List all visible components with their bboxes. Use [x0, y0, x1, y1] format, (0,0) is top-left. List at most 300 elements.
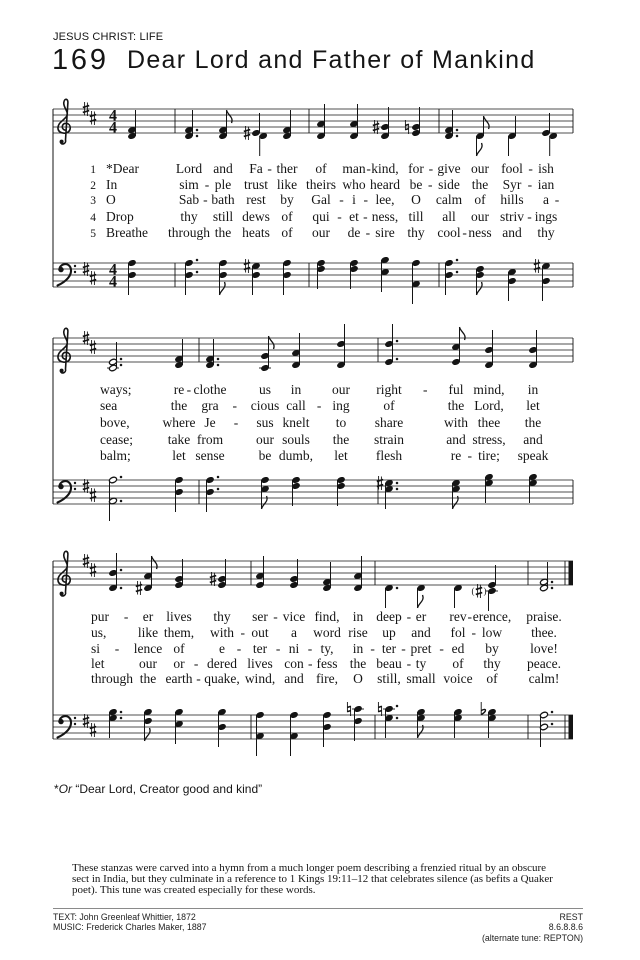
lyric-syllable: ser: [252, 609, 268, 624]
verse-1-line: [91, 609, 562, 624]
sharp-icon: [90, 563, 96, 577]
lyric-syllable: dered: [207, 656, 237, 671]
treble-chord: [210, 559, 227, 589]
lyric-syllable: low: [481, 625, 503, 640]
augmentation-dot: [196, 259, 199, 262]
lyric-syllable: ter: [252, 641, 268, 656]
lyric-syllable: and: [446, 432, 466, 447]
text-credit: TEXT: John Greenleaf Whittier, 1872: [53, 911, 196, 922]
augmentation-dot: [396, 358, 399, 361]
cautionary-sharp-icon: [472, 584, 487, 598]
lyric-syllable: in: [352, 609, 364, 624]
sharp-icon: [90, 111, 96, 125]
lyric-syllable: ed: [451, 641, 465, 656]
augmentation-dot: [551, 581, 554, 584]
verse-2-line: [91, 625, 557, 640]
lyric-syllable: the: [214, 225, 232, 240]
clef-dot: [60, 592, 64, 596]
lyric-syllable: in: [352, 641, 364, 656]
lyric-syllable: ish: [538, 161, 554, 176]
natural-bar: [347, 711, 350, 712]
system-3: [53, 551, 573, 756]
lyric-hyphen: -: [204, 177, 210, 192]
lyric-syllable: them,: [163, 625, 195, 640]
lyric-hyphen: -: [275, 641, 281, 656]
bass-chord: [218, 708, 227, 747]
lyric-hyphen: -: [366, 161, 371, 176]
lyric-syllable: thy: [213, 609, 231, 624]
verse-5-line: [90, 225, 555, 240]
lyric-syllable: voice: [443, 671, 473, 686]
augmentation-dot: [551, 711, 554, 714]
treble-chord: [542, 113, 558, 156]
lyric-syllable: e: [219, 641, 225, 656]
lyric-syllable: stress,: [472, 432, 506, 447]
lyric-syllable: the: [471, 177, 489, 192]
lyric-syllable: still: [212, 209, 234, 224]
sharp-bar: [83, 718, 89, 720]
augmentation-dot: [196, 271, 199, 274]
lyric-syllable: share: [374, 415, 404, 430]
lyric-syllable: In: [106, 177, 118, 192]
lyric-syllable: the: [524, 415, 542, 430]
lyric-hyphen: -: [307, 656, 313, 671]
treble-chord: [452, 327, 466, 366]
lyrics: [91, 609, 562, 686]
lyric-syllable: pur: [91, 609, 109, 624]
lyric-hyphen: -: [471, 625, 477, 640]
lyric-syllable: by: [485, 641, 499, 656]
bass-chord: [323, 711, 332, 747]
augmentation-dot: [456, 135, 459, 138]
lyric-syllable: quake,: [204, 671, 240, 686]
lyric-syllable: our: [256, 432, 274, 447]
treble-chord: [529, 330, 538, 369]
lyric-syllable: or: [173, 656, 185, 671]
lyric-syllable: out: [251, 625, 269, 640]
lyric-syllable: re: [450, 448, 462, 463]
lyric-syllable: let: [526, 398, 540, 413]
lyric-hyphen: -: [527, 177, 533, 192]
bass-chord: [206, 476, 220, 512]
treble-chord: [417, 584, 426, 608]
lyric-syllable: dews: [242, 209, 270, 224]
bass-chord: [185, 259, 199, 295]
treble-chord: [185, 110, 199, 140]
augmentation-dot: [120, 476, 123, 479]
treble-chord: [445, 110, 459, 140]
lyric-syllable: call: [286, 398, 306, 413]
clef-dot: [74, 723, 76, 725]
treble-chord: [107, 342, 122, 372]
bass-chord: [476, 265, 485, 295]
lyric-hyphen: -: [422, 382, 428, 397]
lyric-syllable: in: [527, 382, 539, 397]
lyric-syllable: ing: [332, 398, 350, 413]
lyric-syllable: souls: [282, 432, 310, 447]
augmentation-dot: [551, 587, 554, 590]
lyric-syllable: sire: [375, 225, 395, 240]
music-credit: MUSIC: Frederick Charles Maker, 1887: [53, 921, 207, 932]
lyric-syllable: ings: [534, 209, 558, 224]
lyric-hyphen: -: [467, 609, 473, 624]
lyric-syllable: heard: [370, 177, 400, 192]
sharp-icon: [90, 488, 96, 502]
bass-chord: [485, 473, 494, 503]
lyric-syllable: ni: [288, 641, 300, 656]
lyric-syllable: ple: [214, 177, 232, 192]
lyric-syllable: a: [543, 192, 549, 207]
treble-chord: [540, 562, 554, 592]
time-signature-bottom: 4: [109, 273, 117, 291]
lyric-syllable: of: [486, 671, 498, 686]
sharp-bar: [476, 593, 482, 595]
commentary-line-2: sect in India, but they culminate in a reference to 1 Kings 19:11–12 that celebrates silence (as befits a Quaker: [72, 872, 553, 885]
augmentation-dot: [456, 271, 459, 274]
lyric-syllable: si: [91, 641, 101, 656]
paren-open: (: [471, 586, 475, 596]
lyric-syllable: of: [281, 209, 293, 224]
lyric-syllable: the: [139, 671, 157, 686]
natural-icon: [378, 702, 381, 716]
bass-chord: [109, 708, 123, 738]
lyric-hyphen: -: [196, 671, 201, 686]
lyric-syllable: Je: [204, 415, 216, 430]
bass-chord: [317, 259, 326, 289]
augmentation-dot: [120, 358, 123, 361]
lyric-syllable: Lord: [175, 161, 203, 176]
lyric-syllable: ness,: [371, 209, 399, 224]
clef-dot: [60, 140, 64, 144]
clef-path: [58, 328, 70, 373]
sharp-bar: [83, 266, 89, 268]
lyric-syllable: and: [213, 161, 233, 176]
sharp-icon: [534, 259, 540, 273]
lyric-syllable: ter: [381, 641, 397, 656]
lyric-syllable: thy: [483, 656, 501, 671]
lyric-syllable: word: [313, 625, 341, 640]
lyric-syllable: tire;: [478, 448, 500, 463]
lyric-syllable: let: [91, 656, 105, 671]
bass-chord: [256, 711, 265, 756]
treble-staff: [53, 551, 573, 611]
lyric-hyphen: -: [370, 641, 375, 656]
lyric-syllable: balm;: [100, 448, 131, 463]
lyric-syllable: er: [415, 609, 427, 624]
natural-bar: [378, 711, 381, 712]
lyric-syllable: flesh: [375, 448, 403, 463]
lyric-syllable: fire,: [315, 671, 339, 686]
natural-icon: [347, 702, 350, 716]
lyric-syllable: still,: [377, 671, 401, 686]
augmentation-dot: [120, 364, 123, 367]
natural-bar: [347, 706, 350, 707]
lyric-syllable: for: [408, 161, 424, 176]
lyric-hyphen: -: [467, 448, 472, 463]
bass-chord: [452, 479, 461, 509]
lyric-syllable: beau: [376, 656, 402, 671]
verse-5-line: [100, 448, 549, 463]
lyric-hyphen: -: [406, 609, 412, 624]
lyric-syllable: all: [442, 209, 456, 224]
clef-path: [58, 99, 70, 144]
final-barline-thick: [569, 561, 574, 585]
lyric-syllable: of: [383, 398, 395, 413]
lyric-syllable: rev: [449, 609, 467, 624]
tune-name: REST: [559, 911, 583, 922]
augmentation-dot: [120, 717, 123, 720]
sharp-icon: [244, 259, 250, 273]
lyric-hyphen: -: [462, 225, 467, 240]
lyric-syllable: the: [447, 398, 465, 413]
verse-1-line: [90, 161, 554, 176]
treble-staff: [53, 99, 573, 156]
footnote-marker: *: [54, 781, 59, 796]
lyric-syllable: in: [290, 382, 302, 397]
lyric-syllable: re: [173, 382, 185, 397]
lyric-syllable: and: [502, 225, 522, 240]
clef-dot: [58, 267, 63, 272]
augmentation-dot: [456, 259, 459, 262]
lyric-syllable: calm!: [528, 671, 560, 686]
bass-chord: [283, 259, 292, 295]
sharp-bar: [83, 335, 89, 337]
lyric-syllable: O: [411, 192, 421, 207]
lyric-syllable: gra: [201, 398, 219, 413]
clef-dot: [60, 369, 64, 373]
bass-chord: [454, 708, 463, 738]
lyric-hyphen: -: [527, 209, 532, 224]
lyric-syllable: till: [408, 209, 424, 224]
augmentation-dot: [120, 711, 123, 714]
bass-staff: [53, 473, 573, 521]
lyric-syllable: mind,: [473, 382, 505, 397]
sharp-bar: [83, 563, 89, 565]
treble-chord: [454, 584, 463, 608]
lyric-hyphen: -: [186, 382, 192, 397]
eighth-flag: [220, 282, 226, 295]
system-1: [53, 99, 573, 304]
sharp-icon: [90, 271, 96, 285]
lyric-syllable: cool: [437, 225, 461, 240]
sharp-bar: [210, 576, 216, 578]
bass-chord: [290, 711, 299, 756]
lyric-syllable: our: [471, 209, 489, 224]
lyric-syllable: Lord,: [474, 398, 504, 413]
treble-chord: [175, 559, 184, 589]
credits-divider: [53, 908, 583, 909]
lyric-syllable: bath: [211, 192, 235, 207]
sharp-bar: [244, 135, 250, 137]
lyric-syllable: erence,: [472, 609, 512, 624]
lyric-syllable: give: [437, 161, 461, 176]
lyric-syllable: deep: [376, 609, 402, 624]
verse-3-line: [90, 192, 560, 207]
augmentation-dot: [120, 587, 123, 590]
lyric-syllable: our: [471, 161, 489, 176]
bass-chord: [175, 476, 184, 512]
augmentation-dot: [396, 705, 399, 708]
verse-4-line: [91, 656, 561, 671]
clef-dot: [74, 482, 76, 484]
lyric-syllable: cease;: [100, 432, 133, 447]
treble-chord: [323, 562, 332, 592]
meter: 8.6.8.8.6: [548, 921, 583, 932]
lyric-hyphen: -: [363, 209, 368, 224]
treble-chord: [508, 116, 517, 156]
bass-staff: [53, 702, 573, 756]
lyric-syllable: O: [353, 671, 363, 686]
lyric-syllable: us,: [91, 625, 107, 640]
lyric-hyphen: -: [439, 641, 444, 656]
lyric-syllable: knelt: [282, 415, 310, 430]
bass-chord: [534, 259, 551, 301]
treble-chord: [385, 584, 399, 608]
clef-dot: [58, 719, 63, 724]
lyric-syllable: our: [332, 382, 350, 397]
clef-dot: [58, 484, 63, 489]
lyric-syllable: sea: [100, 398, 118, 413]
lyric-syllable: and: [523, 432, 543, 447]
lyric-syllable: us: [258, 382, 272, 397]
lyric-syllable: a: [291, 625, 297, 640]
sharp-bar: [373, 124, 379, 126]
sharp-bar: [83, 558, 89, 560]
lyric-hyphen: -: [114, 641, 120, 656]
lyric-syllable: praise.: [526, 609, 562, 624]
lyric-syllable: pret: [410, 641, 432, 656]
lyric-syllable: sus: [256, 415, 274, 430]
lyric-syllable: dumb,: [278, 448, 314, 463]
augmentation-dot: [396, 340, 399, 343]
lyric-syllable: who: [342, 177, 366, 192]
lyric-syllable: thy: [537, 225, 555, 240]
lyric-syllable: of: [452, 656, 464, 671]
lyric-syllable: of: [281, 225, 293, 240]
verse-number: 1: [90, 164, 96, 176]
hymn-number: 169: [52, 43, 109, 76]
lyric-syllable: striv: [499, 209, 525, 224]
lyric-syllable: like: [137, 625, 159, 640]
lyric-syllable: of: [173, 641, 185, 656]
lyric-hyphen: -: [233, 415, 239, 430]
lyric-syllable: Syr: [502, 177, 522, 192]
lyric-syllable: side: [438, 177, 460, 192]
natural-bar: [405, 129, 408, 130]
bass-chord: [445, 259, 459, 295]
lyric-syllable: Fa: [249, 161, 263, 176]
lyric-syllable: earth: [165, 671, 193, 686]
lyric-syllable: strain: [374, 432, 404, 447]
eighth-flag: [418, 595, 424, 608]
lyric-syllable: sim: [179, 177, 199, 192]
treble-clef-icon: [58, 551, 70, 596]
lyric-syllable: man: [342, 161, 366, 176]
lyric-syllable: ty: [415, 656, 427, 671]
sharp-bar: [373, 129, 379, 131]
footnote-or: Or: [58, 781, 73, 796]
lyric-hyphen: -: [267, 161, 272, 176]
sharp-bar: [210, 581, 216, 583]
lyric-syllable: through: [168, 225, 210, 240]
treble-chord: [259, 336, 274, 372]
augmentation-dot: [120, 569, 123, 572]
hymn-title: Dear Lord and Father of Mankind: [127, 45, 536, 74]
final-barline-thick: [569, 715, 574, 739]
footnote: [54, 783, 262, 795]
lyric-syllable: by: [280, 192, 294, 207]
sharp-bar: [83, 111, 89, 113]
treble-chord: [485, 330, 494, 369]
lyric-syllable: fol: [450, 625, 466, 640]
commentary-line-3: poet). This tune was created especially for these words.: [72, 883, 316, 896]
lyric-hyphen: -: [365, 225, 371, 240]
lyric-hyphen: -: [203, 192, 208, 207]
treble-staff: [53, 324, 573, 373]
lyric-hyphen: -: [193, 656, 199, 671]
augmentation-dot: [196, 129, 199, 132]
sharp-bar: [83, 271, 89, 273]
lyric-syllable: from: [196, 432, 224, 447]
verse-2-line: [90, 177, 554, 192]
sharp-bar: [83, 340, 89, 342]
bass-chord: [540, 711, 554, 747]
lyric-syllable: cious: [250, 398, 280, 413]
eighth-flag: [477, 143, 483, 156]
lyric-hyphen: -: [554, 192, 560, 207]
treble-chord: [405, 107, 420, 137]
treble-chord: [128, 110, 137, 140]
lyric-hyphen: -: [363, 192, 369, 207]
lyric-syllable: de: [347, 225, 361, 240]
augmentation-dot: [396, 717, 399, 720]
natural-bar: [378, 706, 381, 707]
treble-chord: [244, 113, 268, 156]
clef-dot: [74, 488, 76, 490]
lyric-hyphen: -: [337, 209, 342, 224]
lyric-syllable: and: [411, 625, 431, 640]
lyric-syllable: qui: [312, 209, 330, 224]
bass-chord: [412, 259, 421, 304]
bass-chord: [144, 708, 153, 741]
sharp-icon: [90, 340, 96, 354]
sharp-icon: [90, 723, 96, 737]
lyric-syllable: of: [315, 161, 327, 176]
lyric-hyphen: -: [307, 641, 313, 656]
lyric-syllable: find,: [314, 609, 340, 624]
augmentation-dot: [217, 476, 220, 479]
clef-dot: [74, 271, 76, 273]
lyric-syllable: small: [406, 671, 436, 686]
verse-5-line: [91, 671, 559, 686]
lyric-syllable: theirs: [306, 177, 336, 192]
verse-4-line: [90, 209, 557, 224]
treble-chord: [290, 559, 299, 589]
treble-clef-icon: [58, 328, 70, 373]
verse-3-line: [100, 415, 541, 430]
clef-dot: [74, 265, 76, 267]
lyric-syllable: be: [409, 177, 423, 192]
lyric-syllable: lives: [166, 609, 192, 624]
treble-chord: [472, 565, 499, 611]
bass-chord: [350, 259, 359, 289]
lyric-syllable: ther: [276, 161, 298, 176]
bass-chord: [219, 259, 228, 295]
treble-chord: [219, 110, 233, 140]
lyric-syllable: rise: [348, 625, 368, 640]
lyric-hyphen: -: [273, 609, 278, 624]
lyric-syllable: with: [443, 415, 469, 430]
